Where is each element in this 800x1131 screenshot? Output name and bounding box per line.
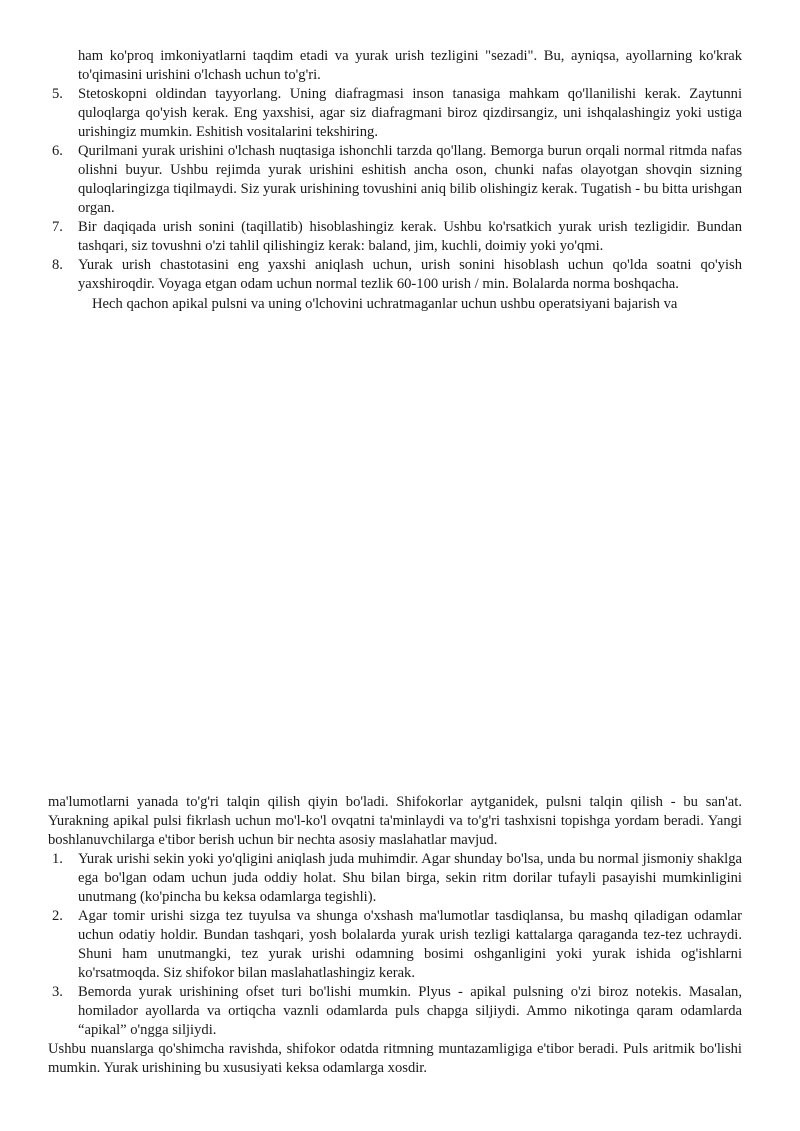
list-item [48,256,742,294]
list-item-number: 5. [52,86,63,102]
list-item-text: Bir daqiqada urish sonini (taqillatib) hisoblashingiz kerak. Ushbu ko'rsatkich yurak urish tezligidir. Bundan tashqari, siz tovushni o'zi tahlil qilishingiz kerak: baland, jim, kuchli, doimiy yoki yo'qmi. [78,219,742,254]
list-item-number: 7. [52,219,63,235]
closing-paragraph-top: Hech qachon apikal pulsni va uning o'lchovini uchratmaganlar uchun ushbu operatsiyani bajarish va [92,296,678,312]
list-item [48,85,742,142]
closing-paragraph-bottom: Ushbu nuanslarga qo'shimcha ravishda, shifokor odatda ritmning muntazamligiga e'tibor beradi. Puls aritmik bo'lishi mumkin. Yurak urishining bu xususiyati keksa odamlarga xosdir. [48,1041,742,1076]
numbered-list-bottom [48,850,742,1040]
bottom-text-block [48,793,742,1078]
continuation-paragraph: ham ko'proq imkoniyatlarni taqdim etadi va yurak urish tezligini "sezadi". Bu, ayniqsa, ayollarning ko'krak to'qimasini urishini o'lchash uchun to'g'ri. [78,48,742,83]
list-item-text: Qurilmani yurak urishini o'lchash nuqtasiga ishonchli tarzda qo'llang. Bemorga burun orqali normal ritmda nafas olishni buyur. Ushbu rejimda yurak urishini eshitish ancha oson, chunki nafas olayotgan shovqin sizning quloqlaringizga tiqilmaydi. Siz yurak urishining tovushini aniq bilib olishingiz kerak. Tugatish - bu bitta urishgan organ. [78,143,742,216]
list-item [48,850,742,907]
top-text-block [48,47,742,314]
list-item-number: 8. [52,257,63,273]
list-item [48,142,742,218]
intro-paragraph: ma'lumotlarni yanada to'g'ri talqin qilish qiyin bo'ladi. Shifokorlar aytganidek, pulsni talqin qilish - bu san'at. Yurakning apikal pulsi fikrlash uchun mo'l-ko'l ovqatni ta'minlaydi va to'g'ri tashxisni topishga yordam beradi. Yangi boshlanuvchilarga e'tibor berish uchun bir nechta asosiy maslahatlar mavjud. [48,794,742,848]
list-item-number: 6. [52,143,63,159]
list-item-text: Agar tomir urishi sizga tez tuyulsa va shunga o'xshash ma'lumotlar tasdiqlansa, bu mashq qiladigan odamlar uchun odatiy holdir. Bundan tashqari, yosh bolalarda yurak urish tezligi kattalarga qaraganda tez-tez uchraydi. Shuni ham unutmangki, tez yurak urishi odamning bosimi oshganligini yoki yurak ishida og'ishlarni ko'rsatmoqda. Siz shifokor bilan maslahatlashingiz kerak. [78,908,742,981]
list-item-number: 1. [52,851,63,867]
list-item-text: Bemorda yurak urishining ofset turi bo'lishi mumkin. Plyus - apikal pulsning o'zi biroz notekis. Masalan, homilador ayollarda va ortiqcha vaznli odamlarda puls chapga siljiydi. Ammo nikotinga qaram odamlarda “apikal” o'ngga siljiydi. [78,984,742,1038]
list-item-number: 2. [52,908,63,924]
list-item-text: Yurak urishi sekin yoki yo'qligini aniqlash juda muhimdir. Agar shunday bo'lsa, unda bu normal jismoniy shaklga ega bo'lgan odam uchun juda oddiy holat. Shu bilan birga, sekin ritm dorilar tufayli pasayishi mumkinligini unutmang (ko'pincha bu keksa odamlarga tegishli). [78,851,742,905]
list-item-text: Stetoskopni oldindan tayyorlang. Uning diafragmasi inson tanasiga mahkam qo'llanilishi kerak. Zaytunni quloqlarga qo'yish kerak. Eng yaxshisi, agar siz diafragmani biroz qizdirsangiz, uni ishqalashingiz yoki ustiga urishingiz mumkin. Eshitish vositalarini tekshiring. [78,86,742,140]
numbered-list-top [48,85,742,294]
list-item-number: 3. [52,984,63,1000]
list-item-text: Yurak urish chastotasini eng yaxshi aniqlash uchun, urish sonini hisoblash uchun qo'lda soatni qo'yish yaxshiroqdir. Voyaga etgan odam uchun normal tezlik 60-100 urish / min. Bolalarda norma boshqacha. [78,257,742,292]
list-item [48,983,742,1040]
list-item [48,218,742,256]
list-item [48,907,742,983]
